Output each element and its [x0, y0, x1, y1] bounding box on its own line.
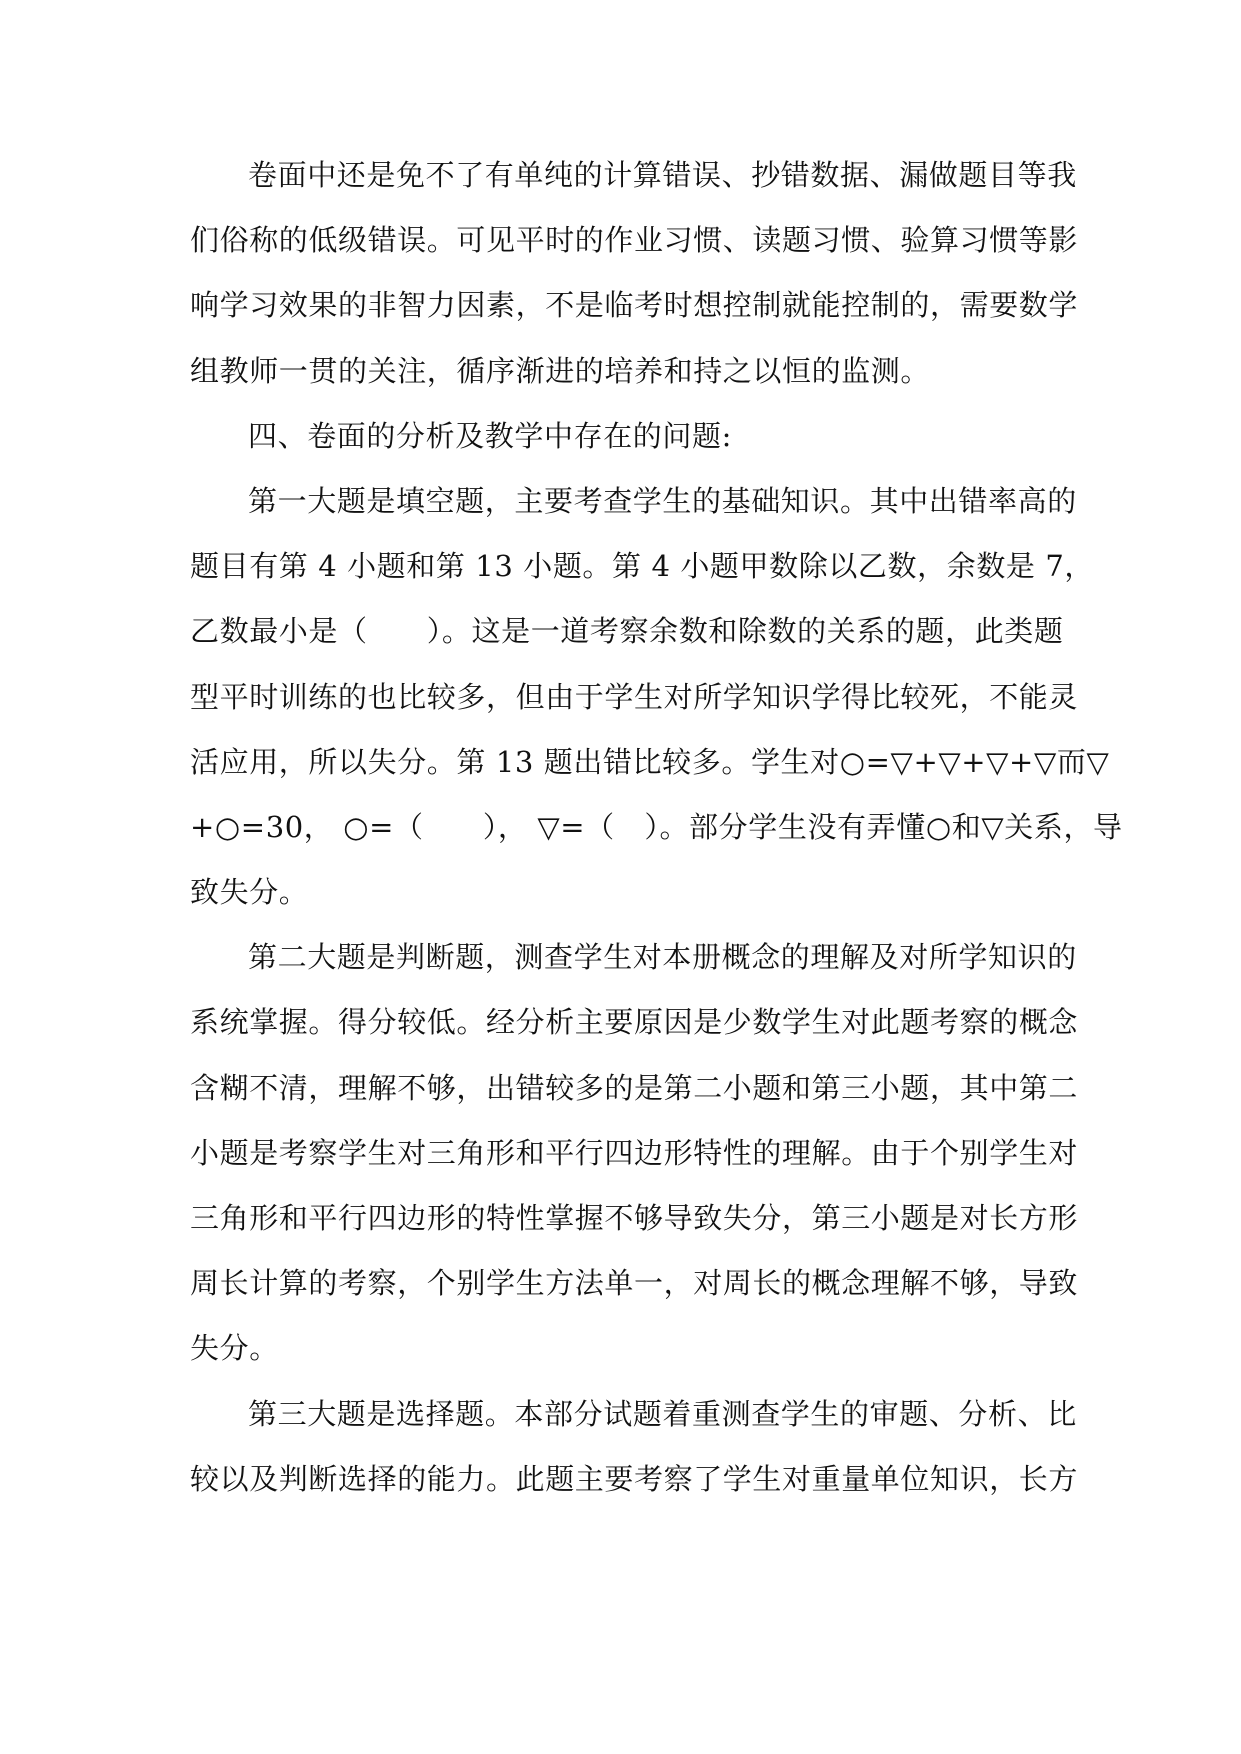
- text-line: 题目有第 4 小题和第 13 小题。第 4 小题甲数除以乙数，余数是 7，: [190, 549, 1094, 584]
- text-line: 致失分。: [190, 875, 309, 910]
- document-body: [190, 155, 1123, 1524]
- text-line: 周长计算的考察，个别学生方法单一，对周长的概念理解不够，导致: [190, 1266, 1079, 1301]
- text-line: 第三大题是选择题。本部分试题着重测查学生的审题、分析、比: [248, 1396, 1077, 1431]
- text-line: 组教师一贯的关注，循序渐进的培养和持之以恒的监测。: [190, 353, 931, 388]
- text-line: 型平时训练的也比较多，但由于学生对所学知识学得比较死，不能灵: [190, 679, 1079, 714]
- text-line: 失分。: [190, 1331, 279, 1366]
- text-line: 响学习效果的非智力因素，不是临考时想控制就能控制的，需要数学: [190, 288, 1079, 323]
- text-line: 们俗称的低级错误。可见平时的作业习惯、读题习惯、验算习惯等影: [190, 223, 1079, 258]
- section-heading: 四、卷面的分析及教学中存在的问题:: [248, 418, 732, 453]
- text-line: 活应用，所以失分。第 13 题出错比较多。学生对○=▽+▽+▽+▽而▽: [190, 744, 1110, 779]
- text-line: 第一大题是填空题，主要考查学生的基础知识。其中出错率高的: [248, 483, 1077, 518]
- text-line: +○=30， ○=（ ）， ▽=（ ）。部分学生没有弄懂○和▽关系，导: [190, 809, 1123, 844]
- text-line: 较以及判断选择的能力。此题主要考察了学生对重量单位知识，长方: [190, 1461, 1079, 1496]
- text-line: 小题是考察学生对三角形和平行四边形特性的理解。由于个别学生对: [190, 1135, 1079, 1170]
- text-line: 乙数最小是（ ）。这是一道考察余数和除数的关系的题，此类题: [190, 614, 1064, 649]
- text-line: 三角形和平行四边形的特性掌握不够导致失分，第三小题是对长方形: [190, 1201, 1079, 1235]
- text-line: 系统掌握。得分较低。经分析主要原因是少数学生对此题考察的概念: [190, 1005, 1079, 1040]
- text-line: 含糊不清，理解不够，出错较多的是第二小题和第三小题，其中第二: [190, 1070, 1079, 1105]
- text-line: 卷面中还是免不了有单纯的计算错误、抄错数据、漏做题目等我: [248, 158, 1077, 192]
- text-line: 第二大题是判断题，测查学生对本册概念的理解及对所学知识的: [248, 940, 1077, 975]
